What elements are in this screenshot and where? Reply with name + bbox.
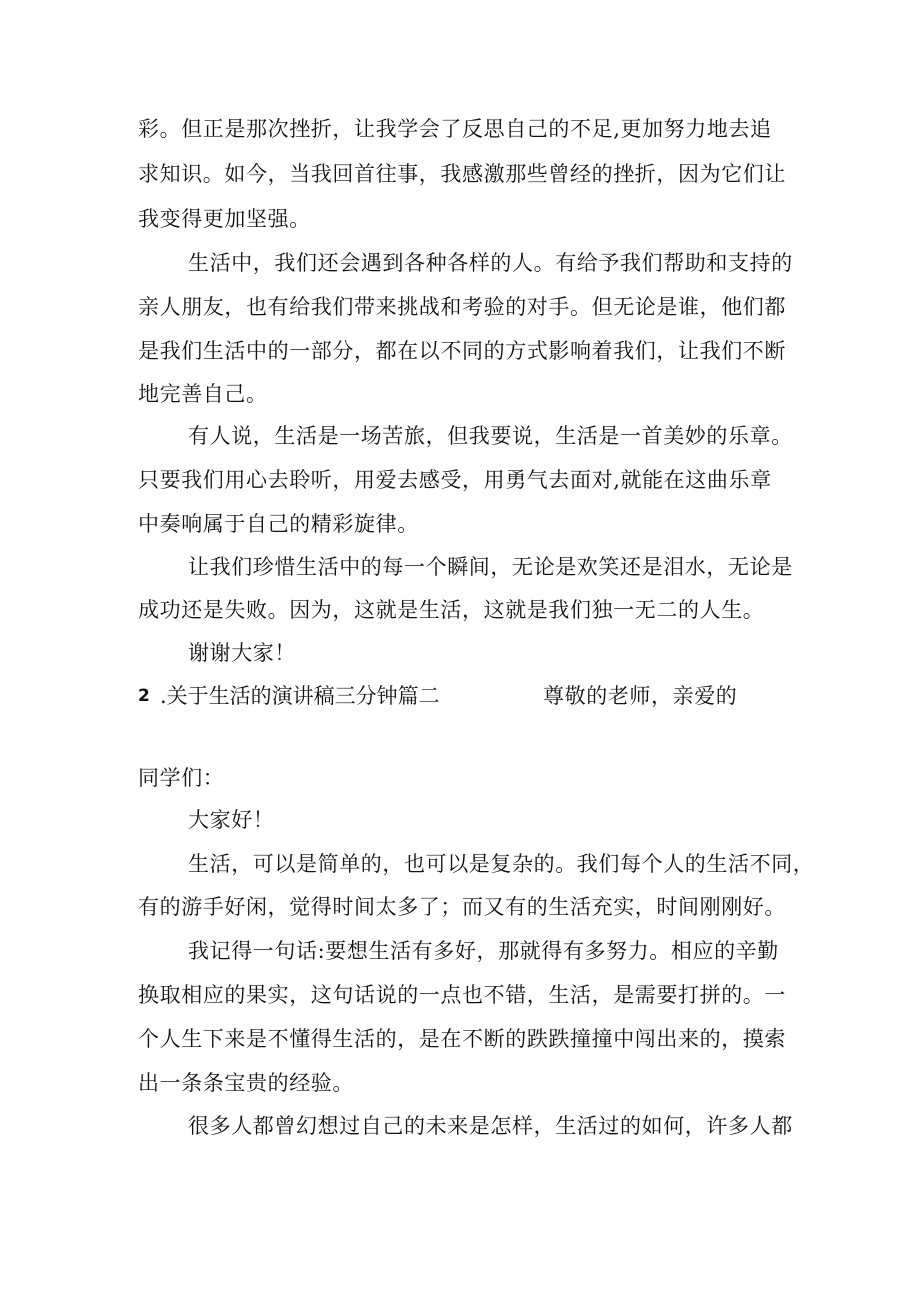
paragraph-line: 我记得一句话:要想生活有多好，那就得有多努力。相应的辛勤: [188, 939, 779, 963]
paragraph-line: 换取相应的果实，这句话说的一点也不错，生活，是需要打拼的。一: [138, 983, 786, 1007]
heading-number: 2: [138, 686, 150, 706]
paragraph-line: 有人说，生活是一场苦旅，但我要说，生活是一首美妙的乐章。: [188, 424, 793, 448]
paragraph-line: 很多人都曾幻想过自己的未来是怎样，生活过的如何，许多人都: [188, 1114, 793, 1138]
heading-title: .关于生活的演讲稿三分钟篇二: [160, 684, 440, 708]
paragraph-line: 生活，可以是简单的，也可以是复杂的。我们每个人的生活不同，: [188, 852, 815, 876]
paragraph-line: 成功还是失败。因为，这就是生活，这就是我们独一无二的人生。: [138, 598, 765, 622]
paragraph-line: 求知识。如今，当我回首往事，我感激那些曾经的挫折，因为它们让: [138, 162, 786, 186]
paragraph-line: 让我们珍惜生活中的每一个瞬间，无论是欢笑还是泪水，无论是: [188, 555, 793, 579]
closing-thanks: 谢谢大家！: [188, 641, 296, 665]
paragraph-line: 有的游手好闲，觉得时间太多了；而又有的生活充实，时间刚刚好。: [138, 895, 786, 919]
paragraph-line: 个人生下来是不懂得生活的，是在不断的跌跌撞撞中闯出来的，摸索: [138, 1027, 786, 1051]
paragraph-line: 只要我们用心去聆听，用爱去感受，用勇气去面对,就能在这曲乐章: [138, 468, 772, 492]
paragraph-line: 彩。但正是那次挫折，让我学会了反思自己的不足,更加努力地去追: [138, 117, 772, 141]
paragraph-line: 出一条条宝贵的经验。: [138, 1071, 354, 1095]
paragraph-line: 中奏响属于自己的精彩旋律。: [138, 512, 419, 536]
paragraph-line: 我变得更加坚强。: [138, 207, 311, 231]
paragraph-line: 亲人朋友，也有给我们带来挑战和考验的对手。但无论是谁，他们都: [138, 295, 786, 319]
paragraph-line: 是我们生活中的一部分，都在以不同的方式影响着我们，让我们不断: [138, 339, 786, 363]
greeting: 大家好！: [188, 808, 275, 832]
paragraph-line: 地完善自己。: [138, 382, 268, 406]
heading-salutation: 尊敬的老师，亲爱的: [543, 684, 738, 708]
paragraph-line: 生活中，我们还会遇到各种各样的人。有给予我们帮助和支持的: [188, 251, 793, 275]
salutation-continued: 同学们：: [138, 766, 225, 790]
